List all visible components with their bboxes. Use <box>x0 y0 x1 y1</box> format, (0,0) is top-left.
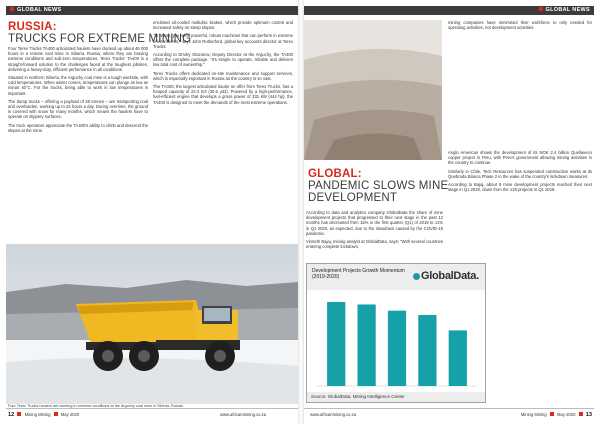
left-article-column-1 <box>8 46 148 238</box>
globaldata-logo <box>413 270 479 282</box>
right-article-kicker: GLOBAL: <box>308 168 362 180</box>
right-article-column-top <box>448 20 592 146</box>
mine-photo <box>304 20 442 160</box>
paragraph: According to data and analytics company GlobalData the share of mine development projects that progressed to their next stage in the past 12 months has decreased from 15% in the first quarter (Q1) of 2019 to 11% in Q1 2020, as expected, due to the slowdown caused by the COVID-19 pandemic. <box>306 210 443 236</box>
right-page-number: 13 <box>585 412 592 418</box>
paragraph: The TA400, the largest articulated hauler on offer from Terex Trucks, has a heaped capacity of 23.3 m3 (30.5 yd3). Powered by a high-performance, fuel-efficient engine that develops a gross power of 331 kW (444 hp), the TA400 is designed to meet the demands of the most extreme operations. <box>153 84 293 105</box>
paragraph: Anglo American shows the development of its NOK 2.4 billion Quellaveco copper project in Peru, with Peru's government allowing mining activities in the country to continue. <box>448 150 592 166</box>
folio-marker-icon <box>550 412 554 416</box>
right-issue: May 2020 <box>557 412 576 417</box>
paragraph: Four Terex Trucks TA400 articulated haulers have clocked up about 46 000 hours in a remote coal mine in Siberia, Russia, where they are braving extreme conditions and sub-zero temperatures. Terex Trucks' TA400 is a straight-forward solution to the challenges faced at the toughest jobsites, delivering a heavy-duty, efficient performance in all conditions. <box>8 46 148 72</box>
left-issue: May 2020 <box>60 412 80 417</box>
chart-bar <box>357 304 375 386</box>
paragraph: Similarly in Chile, Teck Resources has suspended construction works at its Quebrada Blanca Phase 2 in the wake of the country's lockdown measures. <box>448 168 592 179</box>
right-folio <box>521 410 592 420</box>
left-publication: Mining Mining <box>24 412 51 417</box>
right-article-headline-line-2: DEVELOPMENT <box>308 192 398 204</box>
chart-bar <box>327 302 345 386</box>
left-article-kicker: RUSSIA: <box>8 21 57 33</box>
folio-marker-icon <box>54 412 58 416</box>
right-publication: Mining Mining <box>520 412 547 417</box>
paragraph: Vinneth Bajaj, mining analyst at GlobalData, says: "With several countries entering complete lockdown, <box>306 239 443 250</box>
paragraph: "In winter, you need powerful, robust machines that can perform in extreme environments," says John Rutherford, global key accounts director at Terex Trucks. <box>153 33 293 49</box>
left-page-number: 12 <box>8 412 15 418</box>
right-website[interactable]: www.africanmining.co.za <box>310 412 357 417</box>
paragraph: According to Dmitry Glazunov, Deputy Director at the Arguchy, the TA400 offers the complete package. "It's simple to operate, reliable and delivers low total cost of ownership." <box>153 52 293 68</box>
articulated-hauler-icon <box>76 300 240 371</box>
left-folio <box>8 410 79 420</box>
mine-photo-illustration <box>304 20 442 160</box>
paragraph: Terex Trucks offers dedicated on-site maintenance and support services, which is especially important in Russia as the country is so vast. <box>153 70 293 81</box>
section-marker-icon <box>10 7 14 11</box>
chart-bar <box>418 315 436 386</box>
right-article-title <box>308 168 448 204</box>
left-footer-rule <box>6 408 298 409</box>
right-footer-rule <box>304 408 594 409</box>
paragraph: The truck operators appreciate the TA400's ability to climb and descend the slopes at the mine. <box>8 122 148 133</box>
chart-bar <box>388 311 406 386</box>
right-section-text: GLOBAL NEWS <box>545 7 590 13</box>
globaldata-logo-text: GlobalData. <box>421 270 479 282</box>
paragraph: enclosed oil-cooled multidisc brakes, which provide optimum control and increased safety on steep slopes. <box>153 20 293 31</box>
globaldata-logo-icon <box>413 273 420 280</box>
right-article-headline-line-1: PANDEMIC SLOWS MINE <box>308 180 449 192</box>
left-website[interactable]: www.africanmining.co.za <box>220 412 267 417</box>
left-section-text: GLOBAL NEWS <box>17 7 62 13</box>
folio-marker-icon <box>17 412 21 416</box>
truck-photo-illustration <box>6 244 298 404</box>
left-page-header-bar <box>6 6 298 15</box>
chart-bar <box>449 330 467 386</box>
left-section-label <box>10 6 61 15</box>
paragraph: According to Bajaj, about 9 mine development projects reached their next stage in Q1 2020, down from the 125 projects in Q1 2019. <box>448 182 592 193</box>
right-page-header-bar <box>304 6 594 15</box>
left-article-headline: TRUCKS FOR EXTREME MINING <box>8 33 192 45</box>
chart-title: Development Projects Growth Momentum (2019-2020) <box>312 268 405 281</box>
paragraph: mining companies have minimised their workforce to only needed for operating activities, not development activities. <box>448 20 592 31</box>
left-article-column-2 <box>153 20 293 240</box>
right-section-label <box>539 6 590 15</box>
photo-caption: Four Terex Trucks haulers are working in extreme conditions at the Arguchy coal mine in Siberia, Russia. <box>8 404 184 408</box>
section-marker-icon <box>539 7 543 11</box>
paragraph: The dump trucks – offering a payload of 38 tonnes – are transporting coal and overburden, working up to 22 hours a day. During overtime, the ground is covered with snow for many months, which means the haulers have to operate on slippery surfaces. <box>8 98 148 120</box>
truck-photo <box>6 244 298 404</box>
chart-header <box>307 264 485 290</box>
chart-plot <box>307 290 485 394</box>
globaldata-chart <box>306 263 486 403</box>
chart-source: Source: GlobalData, Mining Intelligence Center <box>307 392 485 402</box>
right-article-column-1 <box>306 210 443 262</box>
folio-marker-icon <box>579 412 583 416</box>
paragraph: Situated in northern Siberia, the Arguchy coal mine is a tough worksite, with cold temperatures. When winter comes, temperatures can plunge as low as minus 40°C. For the trucks, being able to work in low temperatures is important. <box>8 75 148 96</box>
